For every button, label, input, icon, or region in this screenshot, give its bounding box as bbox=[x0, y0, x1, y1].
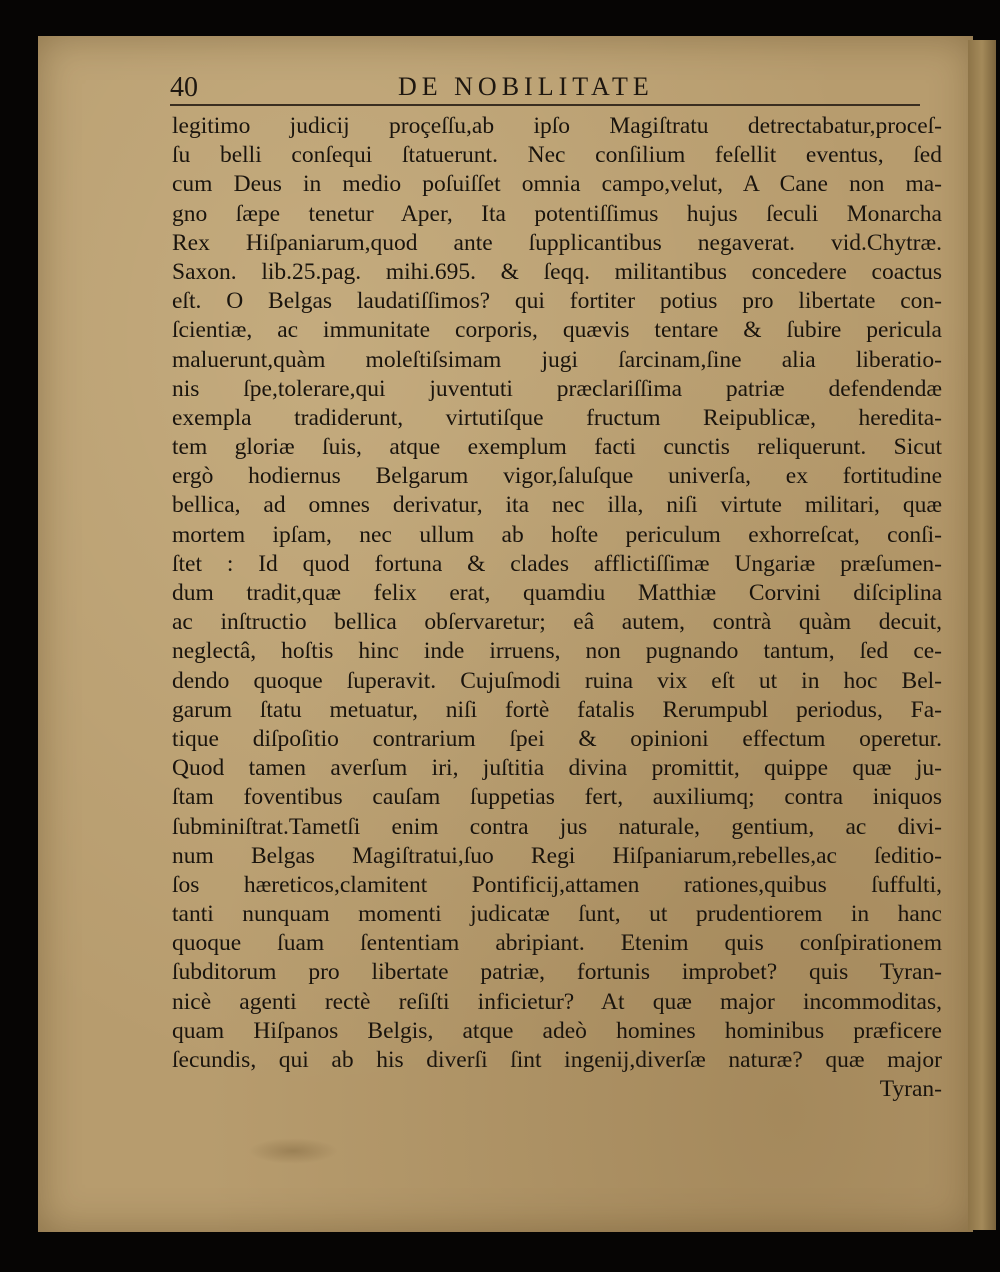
text-line: Tyran- bbox=[879, 1076, 942, 1103]
text-line: bellica, ad omnes derivatur, ita nec illa, niſi virtute militari, quæ bbox=[172, 492, 942, 519]
text-line: ſos hæreticos,clamitent Pontificij,attamen rationes,quibus ſuffulti, bbox=[172, 871, 942, 898]
text-line: gno ſæpe tenetur Aper, Ita potentiſſimus hujus ſeculi Monarcha bbox=[172, 200, 942, 227]
page-edge bbox=[968, 40, 996, 1230]
text-line: ergò hodiernus Belgarum vigor,ſaluſque univerſa, ex fortitudine bbox=[172, 463, 942, 490]
page-header bbox=[170, 70, 920, 110]
text-line: ſecundis, qui ab his diverſi ſint ingenij,diverſæ naturæ? quæ major bbox=[172, 1047, 942, 1073]
text-line: exempla tradiderunt, virtutiſque fructum Reipublicæ, heredita- bbox=[172, 404, 942, 431]
text-line: quoque ſuam ſententiam abripiant. Etenim quis conſpirationem bbox=[172, 930, 942, 957]
text-line: maluerunt,quàm moleſtiſsimam jugi ſarcinam,ſine alia liberatio- bbox=[172, 346, 942, 373]
text-line: dendo quoque ſuperavit. Cujuſmodi ruina vix eſt ut in hoc Bel- bbox=[172, 667, 942, 694]
text-line: tanti nunquam momenti judicatæ ſunt, ut prudentiorem in hanc bbox=[172, 901, 942, 928]
page-number: 40 bbox=[170, 72, 198, 103]
running-head: DE NOBILITATE bbox=[398, 72, 654, 101]
text-line: tique diſpoſitio contrarium ſpei & opinioni effectum operetur. bbox=[172, 725, 942, 752]
text-line: ſu belli conſequi ſtatuerunt. Nec conſilium feſellit eventus, ſed bbox=[172, 142, 942, 169]
text-line: tem gloriæ ſuis, atque exemplum facti cunctis reliquerunt. Sicut bbox=[172, 434, 942, 461]
text-line: ac inſtructio bellica obſervaretur; eâ autem, contrà quàm decuit, bbox=[172, 609, 942, 636]
text-line: Saxon. lib.25.pag. mihi.695. & ſeqq. militantibus concedere coactus bbox=[172, 258, 942, 285]
text-line: ſtet : Id quod fortuna & clades afflictiſſimæ Ungariæ præſumen- bbox=[172, 550, 942, 577]
text-line: nis ſpe,tolerare,qui juventuti præclariſſima patriæ defendendæ bbox=[172, 375, 942, 402]
text-line: garum ſtatu metuatur, niſi fortè fatalis Rerumpubl periodus, Fa- bbox=[172, 696, 942, 723]
text-line: ſubditorum pro libertate patriæ, fortunis improbet? quis Tyran- bbox=[172, 959, 942, 986]
text-line: legitimo judicij proçeſſu,ab ipſo Magiſtratu detrectabatur,proceſ- bbox=[172, 113, 942, 139]
text-line: num Belgas Magiſtratui,ſuo Regi Hiſpaniarum,rebelles,ac ſeditio- bbox=[172, 842, 942, 869]
text-line: dum tradit,quæ felix erat, quamdiu Matthiæ Corvini diſciplina bbox=[172, 580, 942, 606]
text-line: quam Hiſpanos Belgis, atque adeò homines hominibus præficere bbox=[172, 1017, 942, 1044]
header-rule bbox=[170, 104, 920, 106]
text-line: Rex Hiſpaniarum,quod ante ſupplicantibus negaverat. vid.Chytræ. bbox=[172, 229, 942, 256]
text-line: Quod tamen averſum iri, juſtitia divina promittit, quippe quæ ju- bbox=[172, 755, 942, 782]
text-line: ſubminiſtrat.Tametſi enim contra jus naturale, gentium, ac divi- bbox=[172, 813, 942, 840]
text-line: eſt. O Belgas laudatiſſimos? qui fortiter potius pro libertate con- bbox=[172, 288, 942, 315]
text-line: cum Deus in medio poſuiſſet omnia campo,velut, A Cane non ma- bbox=[172, 171, 942, 198]
text-line: nicè agenti rectè reſiſti inficietur? At quæ major incommoditas, bbox=[172, 988, 942, 1015]
text-line: mortem ipſam, nec ullum ab hoſte periculum exhorreſcat, conſi- bbox=[172, 521, 942, 548]
body-text bbox=[172, 112, 942, 1104]
text-line: ſcientiæ, ac immunitate corporis, quævis tentare & ſubire pericula bbox=[172, 317, 942, 344]
text-line: ſtam foventibus cauſam ſuppetias fert, auxiliumq; contra iniquos bbox=[172, 784, 942, 811]
ink-smudge bbox=[248, 1138, 338, 1164]
text-line: neglectâ, hoſtis hinc inde irruens, non pugnando tantum, ſed ce- bbox=[172, 638, 942, 665]
